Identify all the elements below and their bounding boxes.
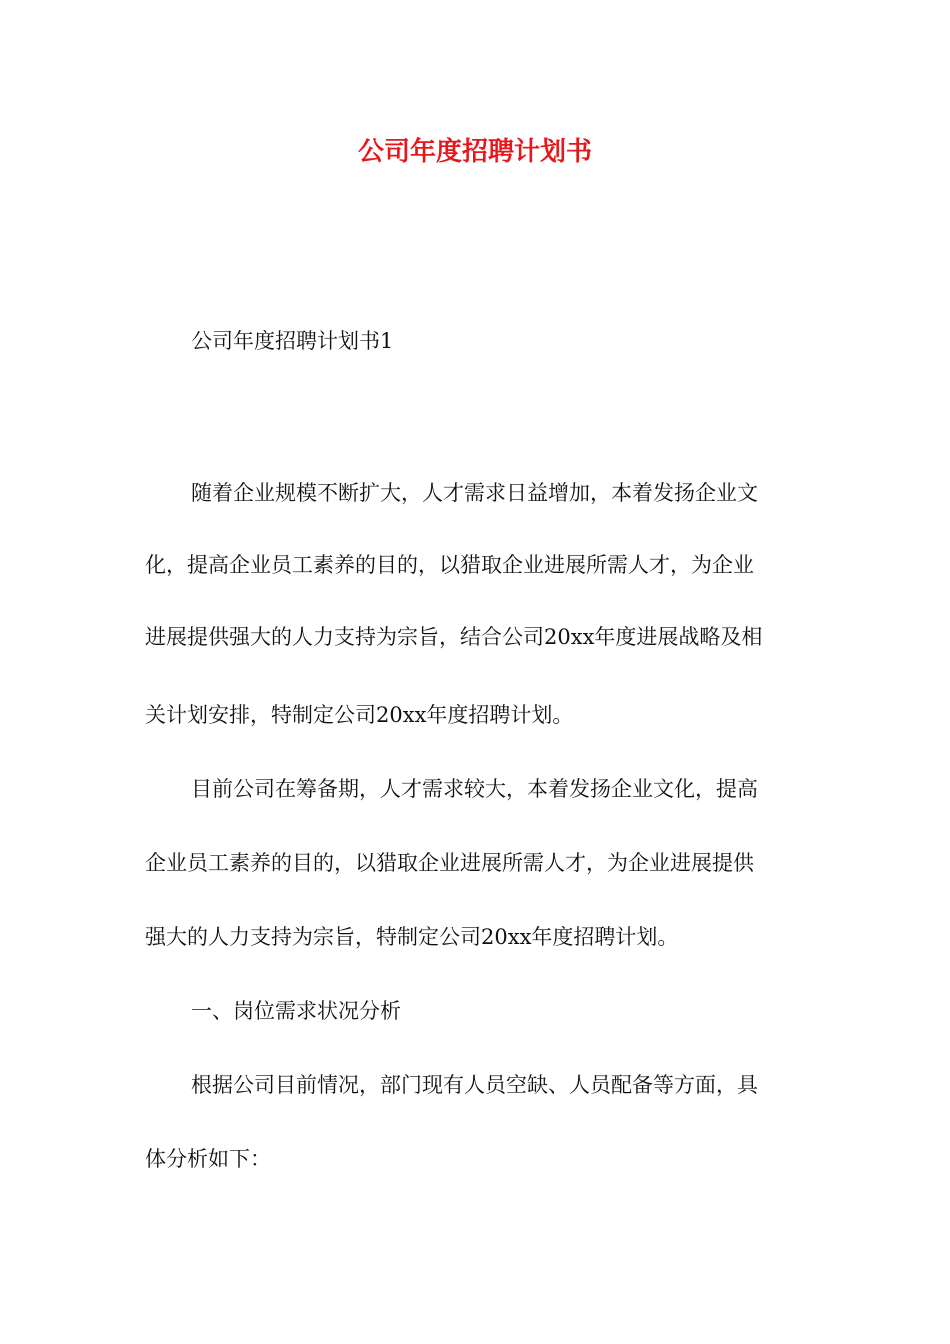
paragraph-2-line-2: 企业员工素养的目的，以猎取企业进展所需人才，为企业进展提供 — [145, 851, 754, 875]
section-heading: 一、岗位需求状况分析 — [191, 999, 401, 1023]
paragraph-1-line-2: 化，提高企业员工素养的目的，以猎取企业进展所需人才，为企业 — [145, 553, 754, 577]
paragraph-2-line-3: 强大的人力支持为宗旨，特制定公司20xx年度招聘计划。 — [145, 925, 679, 949]
paragraph-1-line-1: 随着企业规模不断扩大，人才需求日益增加，本着发扬企业文 — [191, 481, 758, 505]
paragraph-3-line-2: 体分析如下： — [145, 1147, 271, 1171]
paragraph-1-line-3: 进展提供强大的人力支持为宗旨，结合公司20xx年度进展战略及相 — [145, 625, 763, 649]
paragraph-2-line-1: 目前公司在筹备期，人才需求较大，本着发扬企业文化，提高 — [191, 777, 758, 801]
document-title: 公司年度招聘计划书 — [357, 137, 592, 167]
subtitle: 公司年度招聘计划书1 — [191, 329, 394, 353]
paragraph-1-line-4: 关计划安排，特制定公司20xx年度招聘计划。 — [145, 703, 574, 727]
paragraph-3-line-1: 根据公司目前情况，部门现有人员空缺、人员配备等方面，具 — [191, 1073, 758, 1097]
